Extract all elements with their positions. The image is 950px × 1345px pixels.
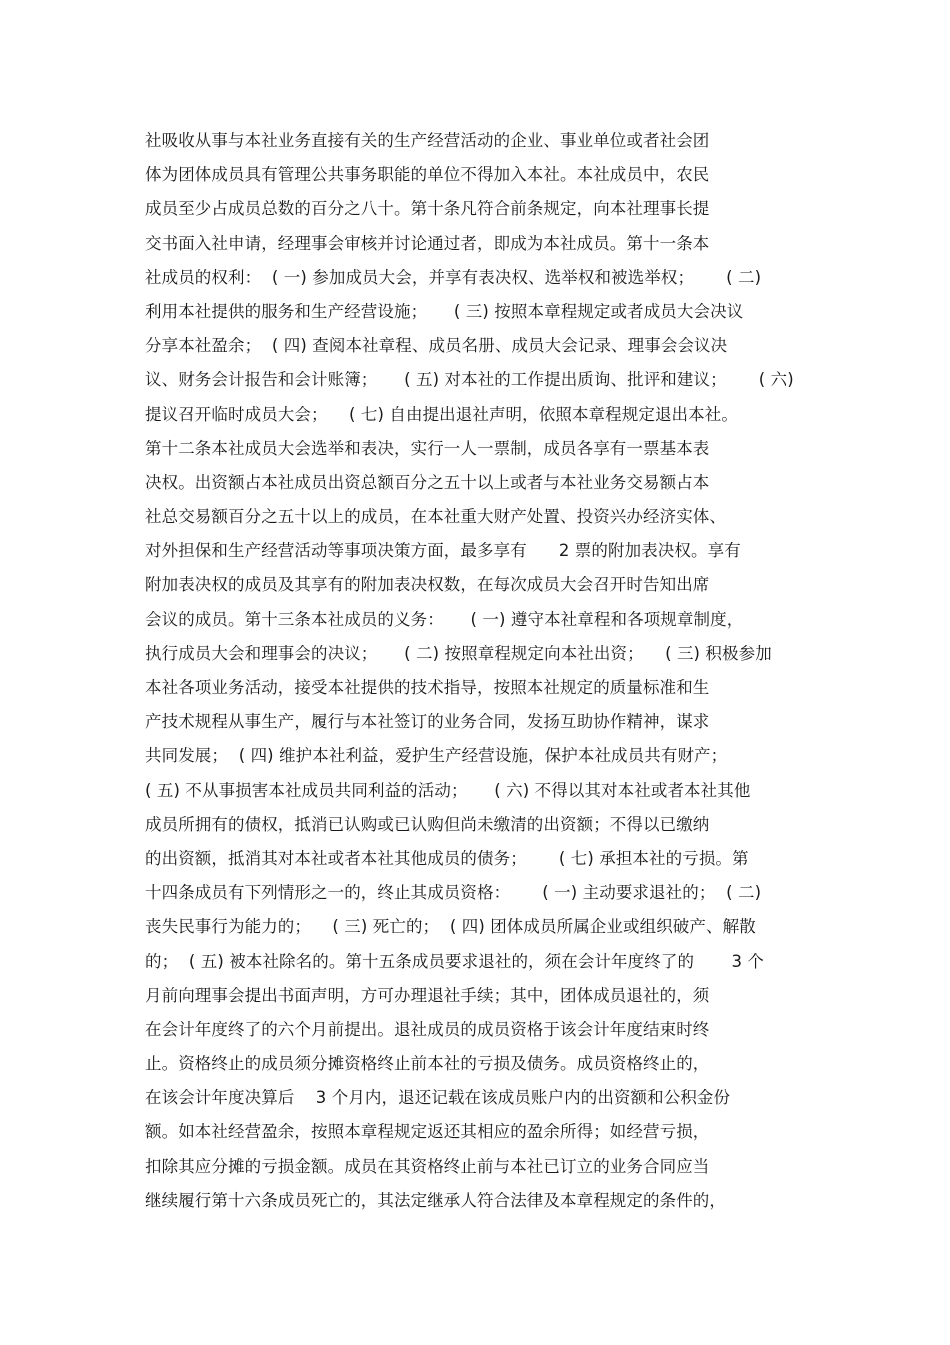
text-line: 议、财务会计报告和会计账簿； ( 五) 对本社的工作提出质询、批评和建议； ( 六) [145,370,794,390]
text-line: 对外担保和生产经营活动等事项决策方面，最多享有 2 票的附加表决权。享有 [145,541,741,561]
text-line: 社总交易额百分之五十以上的成员，在本社重大财产处置、投资兴办经济实体、 [145,507,726,527]
text-line: 在会计年度终了的六个月前提出。退社成员的成员资格于该会计年度结束时终 [145,1019,710,1039]
text-line: 共同发展； ( 四) 维护本社利益，爱护生产经营设施，保护本社成员共有财产； [145,746,728,766]
text-line: 交书面入社申请，经理事会审核并讨论通过者，即成为本社成员。第十一条本 [145,233,710,253]
text-line: 的出资额，抵消其对本社或者本社其他成员的债务； ( 七) 承担本社的亏损。第 [145,848,749,868]
text-line: 本社各项业务活动，接受本社提供的技术指导，按照本社规定的质量标准和生 [145,678,710,697]
text-line: 十四条成员有下列情形之一的，终止其成员资格： ( 一) 主动要求退社的； ( 二) [145,883,762,903]
text-line: 止。资格终止的成员须分摊资格终止前本社的亏损及债务。成员资格终止的， [145,1054,710,1074]
text-line: 的； ( 五) 被本社除名的。第十五条成员要求退社的，须在会计年度终了的 3 个 [145,951,765,971]
text-line: 丧失民事行为能力的； ( 三) 死亡的； ( 四) 团体成员所属企业或组织破产、解散 [145,917,756,937]
text-line: 附加表决权的成员及其享有的附加表决权数，在每次成员大会召开时告知出席 [145,575,710,595]
text-line: 额。如本社经营盈余，按照本章程规定返还其相应的盈余所得；如经营亏损， [145,1122,710,1142]
text-line: 决权。出资额占本社成员出资总额百分之五十以上或者与本社业务交易额占本 [145,472,710,492]
text-line: 分享本社盈余； ( 四) 查阅本社章程、成员名册、成员大会记录、理事会会议决 [145,336,728,356]
body-text [145,124,825,1218]
text-line: ( 五) 不从事损害本社成员共同利益的活动； ( 六) 不得以其对本社或者本社其他 [145,780,751,800]
text-line: 会议的成员。第十三条本社成员的义务： ( 一) 遵守本社章程和各项规章制度， [145,609,744,629]
text-line: 成员至少占成员总数的百分之八十。第十条凡符合前条规定，向本社理事长提 [145,199,710,219]
text-line: 利用本社提供的服务和生产经营设施； ( 三) 按照本章程规定或者成员大会决议 [145,301,744,321]
text-line: 继续履行第十六条成员死亡的，其法定继承人符合法律及本章程规定的条件的， [145,1190,726,1210]
text-line: 提议召开临时成员大会； ( 七) 自由提出退社声明，依照本章程规定退出本社。 [145,404,738,424]
text-line: 社成员的权利： ( 一) 参加成员大会，并享有表决权、选举权和被选举权； ( 二) [145,267,762,287]
text-line: 扣除其应分摊的亏损金额。成员在其资格终止前与本社已订立的业务合同应当 [145,1156,710,1176]
text-line: 社吸收从事与本社业务直接有关的生产经营活动的企业、事业单位或者社会团 [145,131,710,150]
text-line: 第十二条本社成员大会选举和表决，实行一人一票制，成员各享有一票基本表 [145,438,710,458]
text-line: 月前向理事会提出书面声明，方可办理退社手续；其中，团体成员退社的，须 [145,985,710,1005]
text-line: 在该会计年度决算后 3 个月内，退还记载在该成员账户内的出资额和公积金份 [145,1088,731,1108]
text-line: 执行成员大会和理事会的决议； ( 二) 按照章程规定向本社出资； ( 三) 积极参加 [145,643,772,663]
text-line: 体为团体成员具有管理公共事务职能的单位不得加入本社。本社成员中，农民 [145,165,710,185]
text-line: 成员所拥有的债权，抵消已认购或已认购但尚未缴清的出资额；不得以已缴纳 [145,814,710,834]
text-line: 产技术规程从事生产，履行与本社签订的业务合同，发扬互助协作精神，谋求 [145,712,710,732]
